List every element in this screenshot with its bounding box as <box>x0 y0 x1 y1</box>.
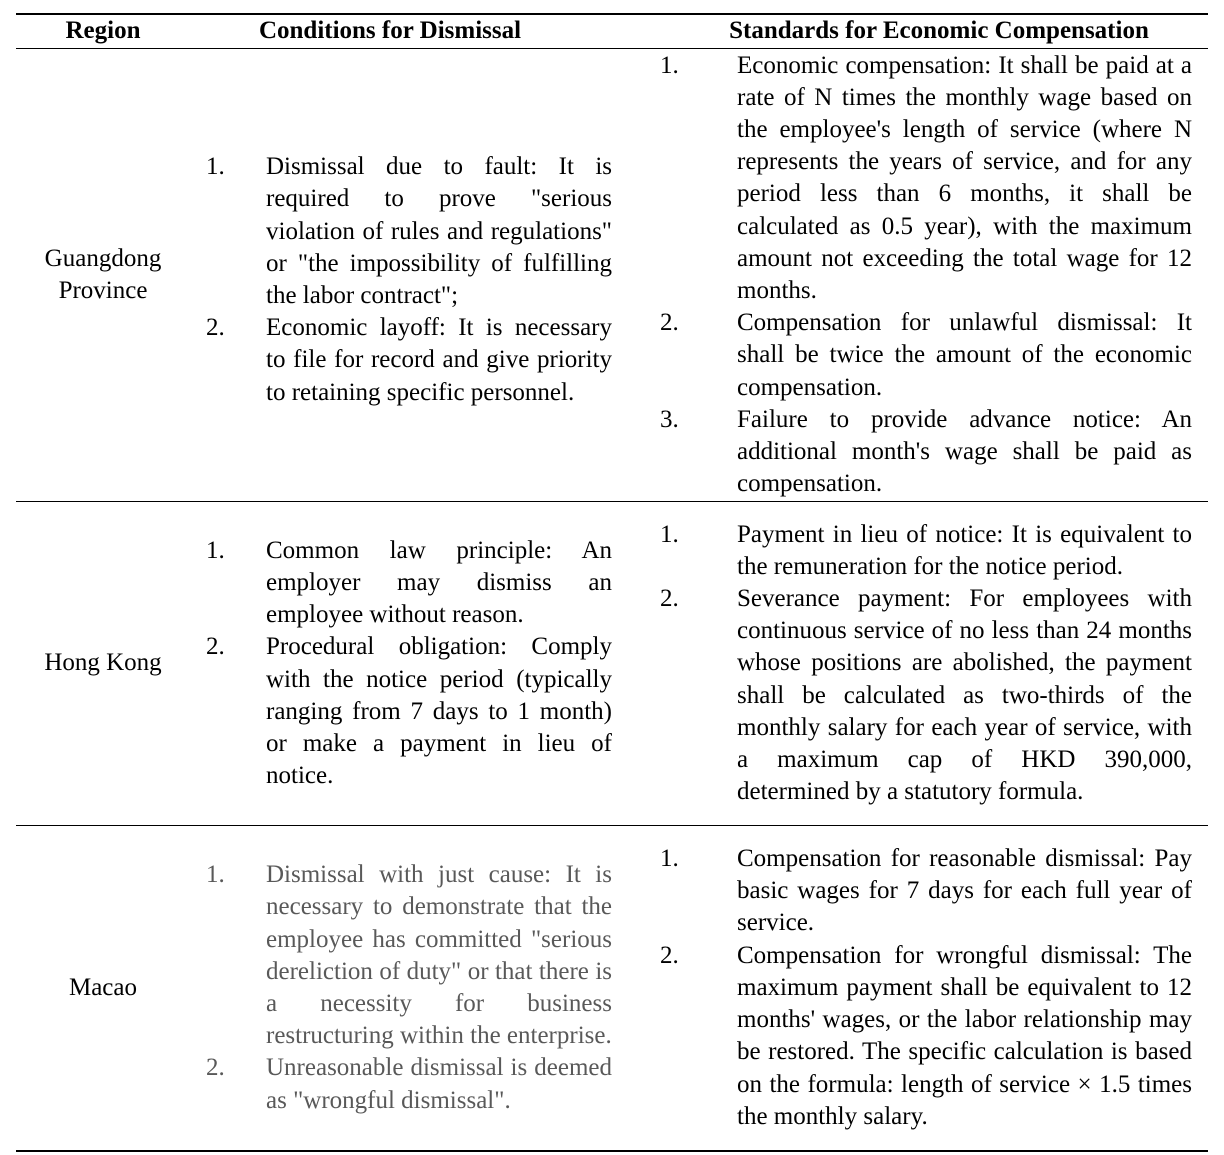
list-item <box>630 519 1192 583</box>
list-item <box>630 843 1192 940</box>
conditions-cell <box>190 826 630 1150</box>
table-row-hong-kong <box>16 502 1208 826</box>
standards-cell <box>630 502 1208 825</box>
list-number: 1. <box>660 845 679 873</box>
list-text: Common law principle: An employer may dismiss an employee without reason. <box>266 536 612 629</box>
region-name: Hong Kong <box>44 649 162 677</box>
list-number: 1. <box>660 520 679 548</box>
list-item <box>190 312 612 409</box>
list-number: 2. <box>660 941 679 969</box>
list-number: 2. <box>660 584 679 612</box>
header-conditions: Conditions for Dismissal <box>258 17 522 44</box>
list-item <box>190 859 612 1052</box>
list-number: 2. <box>206 633 225 661</box>
conditions-cell <box>190 49 630 501</box>
list-text: Dismissal with just cause: It is necessary to demonstrate that the employee has committed "serious dereliction of duty" or that there is a necessity for business restructuring within the enterprise. <box>266 861 612 1050</box>
list-text: Procedural obligation: Comply with the notice period (typically ranging from 7 days to 1 month) or make a payment in lieu of notice. <box>266 633 612 790</box>
region-cell <box>16 826 190 1150</box>
list-text: Unreasonable dismissal is deemed as "wrongful dismissal". <box>266 1054 612 1114</box>
list-item <box>190 151 612 312</box>
list-number: 2. <box>660 309 679 337</box>
list-number: 3. <box>660 405 679 433</box>
list-text: Economic compensation: It shall be paid at a rate of N times the monthly wage based on the employee's length of service (where N represents the years of service, and for any period less than 6 months, it shall be calculated as 0.5 year), with the maximum amount not exceeding the total wage for 12 months. <box>737 51 1192 304</box>
list-item <box>190 631 612 792</box>
list-text: Compensation for unlawful dismissal: It shall be twice the amount of the economic compensation. <box>737 309 1192 401</box>
list-number: 2. <box>206 1054 225 1082</box>
header-region: Region <box>65 17 141 44</box>
list-item <box>630 583 1192 808</box>
list-number: 1. <box>206 536 225 564</box>
region-cell <box>16 49 190 501</box>
list-number: 1. <box>206 153 225 181</box>
list-number: 1. <box>206 861 225 889</box>
list-number: 2. <box>206 314 225 342</box>
standards-cell <box>630 826 1208 1150</box>
list-text: Payment in lieu of notice: It is equivalent to the remuneration for the notice period. <box>737 520 1192 580</box>
list-item <box>630 307 1192 404</box>
list-text: Failure to provide advance notice: An additional month's wage shall be paid as compensation. <box>737 405 1192 498</box>
comparison-table <box>16 13 1208 1152</box>
list-text: Dismissal due to fault: It is required to prove "serious violation of rules and regulations" or "the impossibility of fulfilling the labor contract"; <box>266 153 612 309</box>
list-text: Severance payment: For employees with continuous service of no less than 24 months whose positions are abolished, the payment shall be calculated as two-thirds of the monthly salary for each year of service, with a maximum cap of HKD 390,000, determined by a statutory formula. <box>737 584 1192 806</box>
standards-cell <box>630 49 1208 501</box>
list-text: Compensation for wrongful dismissal: The maximum payment shall be equivalent to 12 months' wages, or the labor relationship may be restored. The specific calculation is based on the formula: length of service × 1.5 times the monthly salary. <box>737 941 1192 1130</box>
list-text: Compensation for reasonable dismissal: Pay basic wages for 7 days for each full year of service. <box>737 845 1192 937</box>
list-item <box>630 940 1192 1133</box>
region-cell <box>16 502 190 825</box>
list-item <box>630 404 1192 501</box>
table-header-row <box>16 15 1208 49</box>
conditions-cell <box>190 502 630 825</box>
list-item <box>190 535 612 632</box>
region-name: Guangdong Province <box>44 244 162 304</box>
list-text: Economic layoff: It is necessary to file for record and give priority to retaining specific personnel. <box>266 314 612 406</box>
list-number: 1. <box>660 51 679 79</box>
list-item <box>630 50 1192 308</box>
header-standards: Standards for Economic Compensation <box>729 17 1149 44</box>
list-item <box>190 1052 612 1116</box>
region-name: Macao <box>68 973 138 1001</box>
table-row-macao <box>16 826 1208 1150</box>
table-row-guangdong <box>16 49 1208 502</box>
